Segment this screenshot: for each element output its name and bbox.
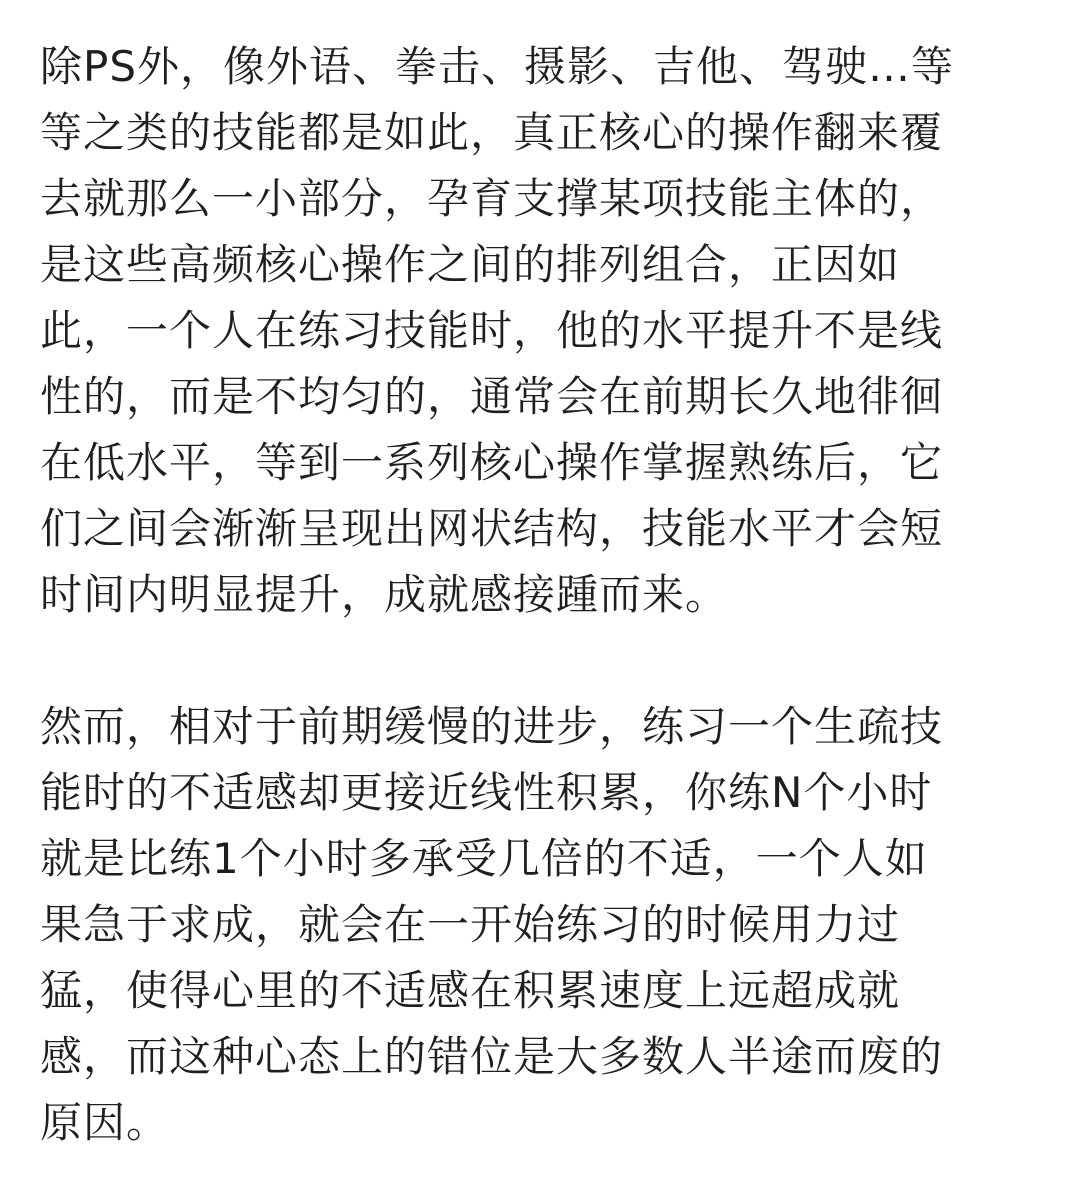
text-line: 时间内明显提升，成就感接踵而来。 bbox=[40, 570, 729, 619]
paragraph-spacer bbox=[40, 628, 1050, 694]
text-line: 去就那么一小部分，孕育支撑某项技能主体的， bbox=[40, 174, 944, 223]
paragraph-2 bbox=[40, 694, 1050, 1156]
text-line: 等之类的技能都是如此，真正核心的操作翻来覆 bbox=[40, 108, 944, 157]
text-line: 感，而这种心态上的错位是大多数人半途而废的 bbox=[40, 1032, 944, 1081]
text-line: 除PS外，像外语、拳击、摄影、吉他、驾驶…等 bbox=[40, 42, 954, 91]
text-line: 猛，使得心里的不适感在积累速度上远超成就 bbox=[40, 966, 901, 1015]
text-line: 在低水平，等到一系列核心操作掌握熟练后，它 bbox=[40, 438, 944, 487]
text-line: 此，一个人在练习技能时，他的水平提升不是线 bbox=[40, 306, 944, 355]
text-line: 们之间会渐渐呈现出网状结构，技能水平才会短 bbox=[40, 504, 944, 553]
text-line: 原因。 bbox=[40, 1098, 170, 1147]
article-body bbox=[40, 34, 1050, 1156]
paragraph-1 bbox=[40, 34, 1050, 628]
text-line: 果急于求成，就会在一开始练习的时候用力过 bbox=[40, 900, 901, 949]
text-line: 能时的不适感却更接近线性积累，你练N个小时 bbox=[40, 768, 933, 817]
text-line: 然而，相对于前期缓慢的进步，练习一个生疏技 bbox=[40, 702, 944, 751]
text-line: 是这些高频核心操作之间的排列组合，正因如 bbox=[40, 240, 901, 289]
text-line: 性的，而是不均匀的，通常会在前期长久地徘徊 bbox=[40, 372, 944, 421]
text-line: 就是比练1个小时多承受几倍的不适，一个人如 bbox=[40, 834, 928, 883]
